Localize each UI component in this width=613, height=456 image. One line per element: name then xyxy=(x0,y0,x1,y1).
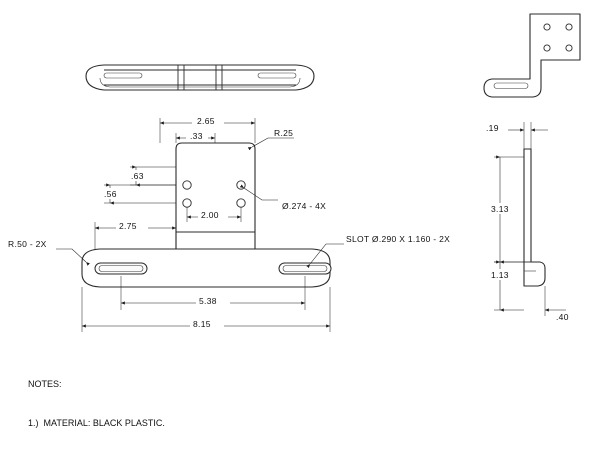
dim-0-19: .19 xyxy=(486,123,499,133)
dim-hole-diameter: Ø.274 - 4X xyxy=(282,201,327,211)
dim-0-56: .56 xyxy=(104,189,117,199)
dim-1-13: 1.13 xyxy=(491,270,509,280)
dim-2-00: 2.00 xyxy=(201,210,219,220)
upper-right-view xyxy=(484,14,580,97)
dim-0-33: .33 xyxy=(190,131,203,141)
dim-slot-callout: SLOT Ø.290 X 1.160 - 2X xyxy=(346,234,451,244)
top-view xyxy=(86,65,314,90)
dim-2-75: 2.75 xyxy=(119,221,137,231)
note-item-1: 1.) MATERIAL: BLACK PLASTIC. xyxy=(28,418,165,428)
dim-0-63: .63 xyxy=(131,171,144,181)
dim-2-65: 2.65 xyxy=(197,116,215,126)
notes-block xyxy=(28,352,165,456)
dim-r50-2x: R.50 - 2X xyxy=(8,239,47,249)
dim-8-15: 8.15 xyxy=(193,319,211,329)
dim-3-13: 3.13 xyxy=(491,204,509,214)
dim-5-38: 5.38 xyxy=(199,296,217,306)
right-side-view xyxy=(524,149,545,286)
notes-heading: NOTES: xyxy=(28,379,62,389)
dim-r25: R.25 xyxy=(274,128,294,138)
dim-0-40: .40 xyxy=(556,312,569,322)
